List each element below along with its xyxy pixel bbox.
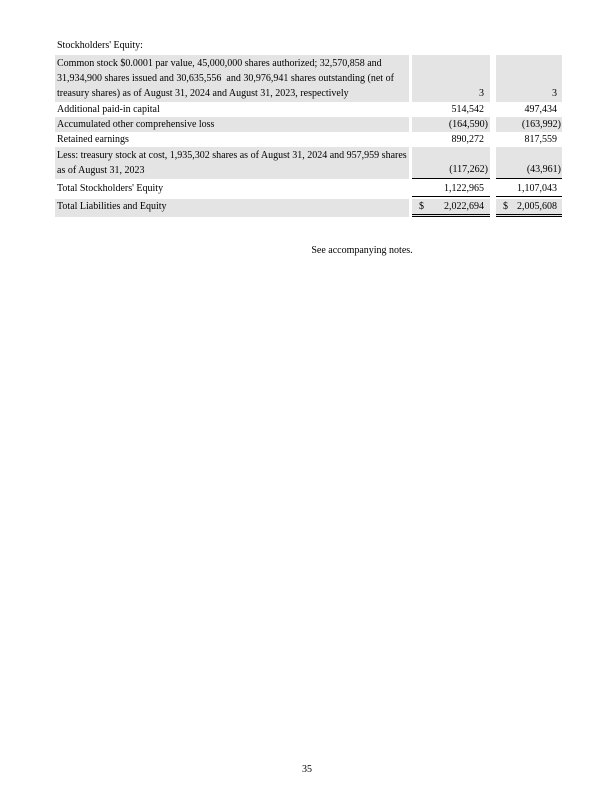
row-label [55, 117, 409, 132]
stockholders-equity-table [55, 55, 562, 217]
row-label [55, 102, 409, 117]
value: 3 [552, 88, 557, 99]
table-row-additional-paid-in-capital [55, 102, 562, 117]
value: 2,022,694 [444, 201, 484, 212]
row-label-line: Accumulated other comprehensive loss [57, 119, 215, 130]
value-cell-col1 [412, 132, 490, 147]
value-cell-col1 [412, 117, 490, 132]
table-row-treasury-stock [55, 147, 562, 179]
row-label-line: Additional paid-in capital [57, 104, 160, 115]
value: (117,262) [449, 164, 488, 175]
value: 514,542 [451, 104, 484, 115]
value-cell-col2 [496, 199, 562, 217]
value: 1,122,965 [444, 183, 484, 194]
dollar-sign: $ [503, 201, 508, 212]
row-label-line: as of August 31, 2023 [57, 165, 145, 176]
value-cell-col2 [496, 147, 562, 179]
row-label [55, 147, 409, 179]
row-label-line: Total Liabilities and Equity [57, 201, 167, 212]
value-cell-col2 [496, 55, 562, 102]
page-number: 35 [302, 764, 312, 775]
accompanying-notes-text: See accompanying notes. [311, 245, 413, 256]
row-label-line: Less: treasury stock at cost, 1,935,302 shares as of August 31, 2024 and 957,959 shares [57, 150, 407, 161]
value: 3 [479, 88, 484, 99]
value: (43,961) [526, 164, 561, 175]
row-label [55, 199, 409, 217]
table-row-accumulated-other-comprehensive-loss [55, 117, 562, 132]
value: 2,005,608 [517, 201, 557, 212]
value: 817,559 [524, 134, 557, 145]
value-cell-col2 [496, 181, 562, 197]
row-label [55, 55, 409, 102]
value-cell-col1 [412, 55, 490, 102]
row-label-line: Common stock $0.0001 par value, 45,000,000 shares authorized; 32,570,858 and [57, 58, 382, 69]
table-row-common-stock [55, 55, 562, 102]
value-cell-col1 [412, 147, 490, 179]
value-cell-col2 [496, 132, 562, 147]
value: (163,992) [521, 119, 561, 130]
value: 497,434 [524, 104, 557, 115]
value-cell-col1 [412, 199, 490, 217]
row-label-line: Total Stockholders' Equity [57, 183, 164, 194]
table-row-total-stockholders-equity [55, 181, 562, 197]
value-cell-col1 [412, 102, 490, 117]
value-cell-col2 [496, 102, 562, 117]
value: 890,272 [451, 134, 484, 145]
dollar-sign: $ [419, 201, 424, 212]
page-content [0, 0, 562, 258]
value: (164,590) [448, 119, 488, 130]
row-label [55, 181, 409, 197]
row-label [55, 132, 409, 147]
value-cell-col1 [412, 181, 490, 197]
value: 1,107,043 [517, 183, 557, 194]
table-row-total-liabilities-and-equity [55, 199, 562, 217]
table-row-retained-earnings [55, 132, 562, 147]
value-cell-col2 [496, 117, 562, 132]
section-heading: Stockholders' Equity: [57, 40, 143, 51]
row-label-line: Retained earnings [57, 134, 129, 145]
row-label-line: treasury shares) as of August 31, 2024 and August 31, 2023, respectively [57, 88, 349, 99]
row-label-line: 31,934,900 shares issued and 30,635,556 and 30,976,941 shares outstanding (net of [57, 73, 394, 84]
